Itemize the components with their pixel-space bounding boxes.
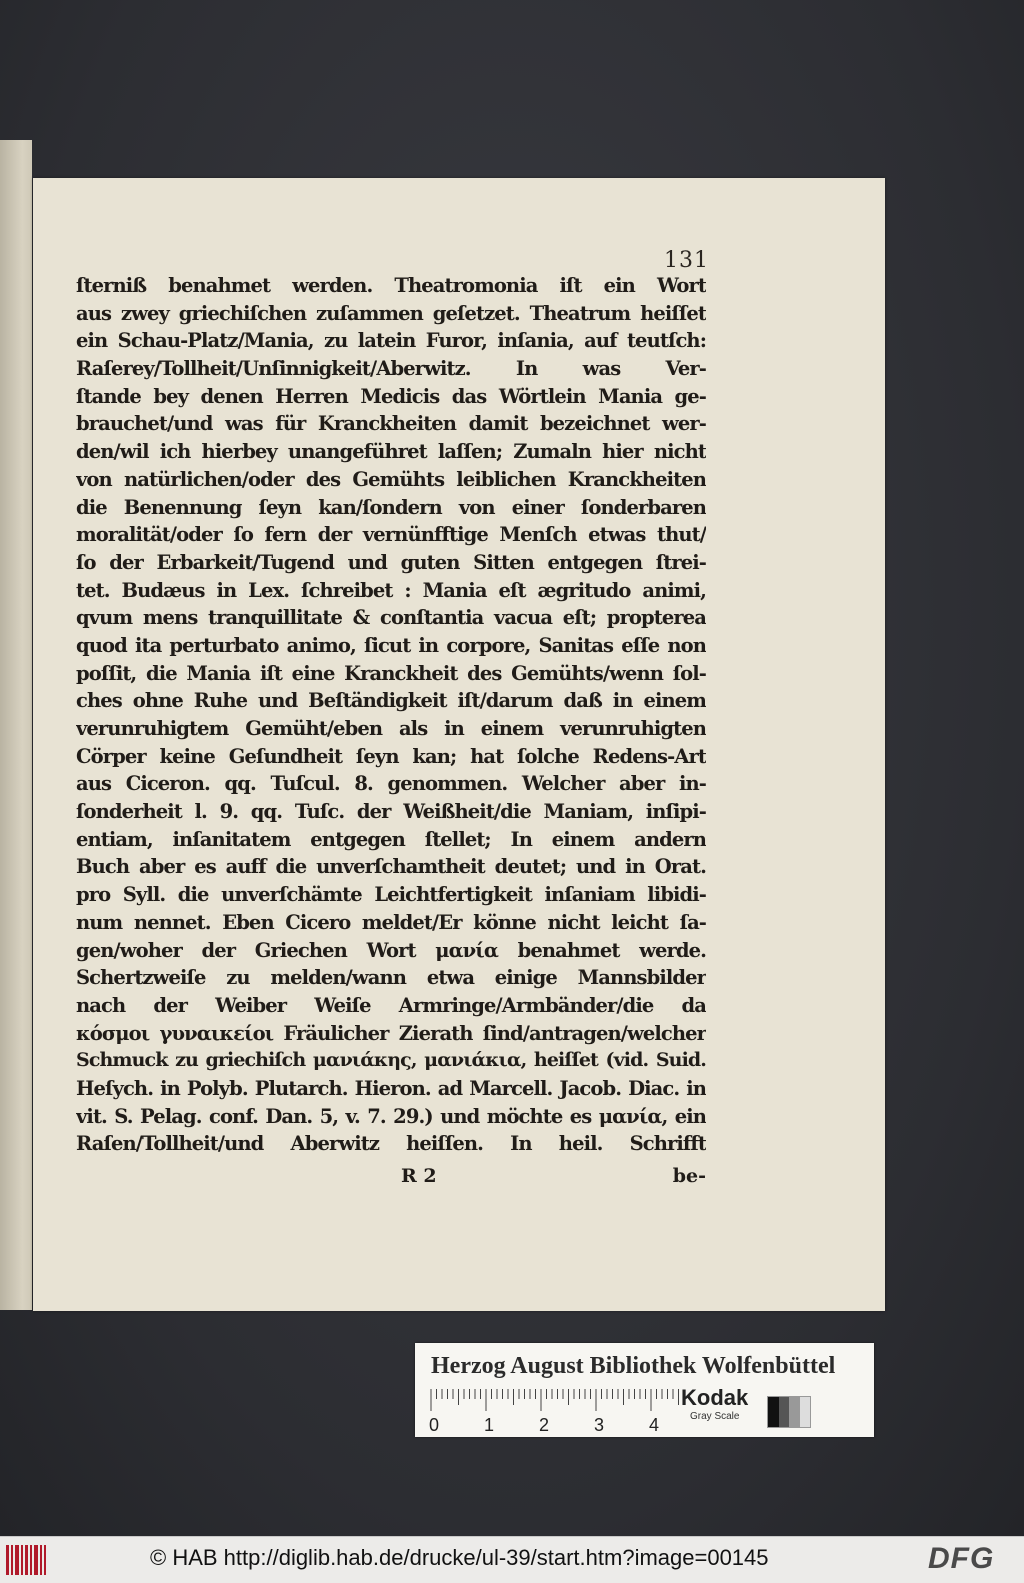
text-line: κόσμοι γυναικείοι Fräulicher Zierath ſind/antragen/welcher — [76, 1021, 706, 1045]
library-name: Herzog August Bibliothek Wolfenbüttel — [431, 1353, 836, 1379]
text-line: die Benennung ſeyn kan/ſondern von einer ſonderbaren — [76, 495, 706, 519]
text-line: Buch aber es auff die unverſchamtheit deutet; und in Orat. — [76, 855, 706, 879]
text-line: Schmuck zu griechiſch μανιάκης, μανιάκια, heiſſet (vid. Suid. — [76, 1049, 706, 1072]
text-line: verunruhigtem Gemüht/eben als in einem verunruhigten — [76, 717, 706, 740]
footer-bar — [0, 1536, 1024, 1583]
dfg-logo: DFG — [928, 1542, 995, 1575]
library-color-card — [415, 1343, 874, 1437]
text-line: moralität/oder ſo fern der vernünfftige Menſch etwas thut/ — [76, 523, 706, 547]
text-line: quod ita perturbato animo, ſicut in corpore, Sanitas eſſe non — [76, 633, 706, 657]
catchword: be- — [672, 1165, 706, 1187]
ruler-label: 4 — [649, 1415, 660, 1433]
text-line: nach der Weiber Weiſe Armringe/Armbänder/die da — [76, 993, 706, 1017]
signature-mark: R 2 — [401, 1165, 437, 1187]
ruler-label: 3 — [594, 1415, 605, 1433]
text-line: entiam, inſanitatem entgegen ſtellet; In einem andern — [76, 827, 706, 851]
text-line: ſtande bey denen Herren Medicis das Wörtlein Mania ge- — [76, 384, 706, 408]
barcode-icon — [6, 1545, 46, 1575]
text-line: Raſerey/Tollheit/Unſinnigkeit/Aberwitz. In was Ver- — [76, 357, 706, 381]
text-line: poſſit, die Mania iſt eine Kranckheit des Gemühts/wenn ſol- — [76, 661, 706, 685]
text-line: num nennet. Eben Cicero meldet/Er könne nicht leicht ſa- — [76, 910, 706, 934]
ruler-label: 2 — [539, 1415, 550, 1433]
page-footer-line — [76, 1165, 706, 1193]
text-line: aus zwey griechiſchen zuſammen geſetzet. Theatrum heiſſet — [76, 301, 706, 325]
text-line: qvum mens tranquillitate & conſtantia vacua eſt; propterea — [76, 606, 706, 630]
gray-scale-patches — [767, 1396, 811, 1428]
text-line: Cörper keine Geſundheit ſeyn kan; hat ſolche Redens-Art — [76, 744, 706, 768]
text-line: ches ohne Ruhe und Beſtändigkeit iſt/darum daß in einem — [76, 689, 706, 713]
text-line: vit. S. Pelag. conf. Dan. 5, v. 7. 29.) und möchte es μανία, ein — [76, 1104, 706, 1128]
text-line: ſterniß benahmet werden. Theatromonia iſt ein Wort — [76, 274, 706, 297]
text-line: aus Ciceron. qq. Tuſcul. 8. genommen. Welcher aber in- — [76, 772, 706, 796]
ruler-label: 0 — [429, 1415, 440, 1433]
text-line: ein Schau-Platz/Mania, zu latein Furor, inſania, auf teutſch: — [76, 329, 706, 353]
gray-scale-label: Gray Scale — [690, 1411, 740, 1422]
text-line: Raſen/Tollheit/und Aberwitz heiſſen. In heil. Schrifft — [76, 1132, 706, 1156]
text-line: Heſych. in Polyb. Plutarch. Hieron. ad Marcell. Jacob. Diac. in — [76, 1076, 706, 1100]
text-line: brauchet/und was für Kranckheiten damit bezeichnet wer- — [76, 412, 706, 436]
text-line: gen/woher der Griechen Wort μανία benahmet werde. — [76, 938, 706, 962]
text-line: ſonderheit l. 9. qq. Tuſc. der Weißheit/die Maniam, inſipi- — [76, 800, 706, 824]
text-line: ſo der Erbarkeit/Tugend und guten Sitten entgegen ſtrei- — [76, 550, 706, 574]
text-line: Schertzweiſe zu melden/wann etwa einige Mannsbilder — [76, 966, 706, 990]
previous-page-edge — [0, 140, 32, 1310]
ruler-scale-icon — [429, 1389, 679, 1433]
text-line: tet. Budæus in Lex. ſchreibet : Mania eſt ægritudo animi, — [76, 578, 706, 602]
copyright-link[interactable]: © HAB http://diglib.hab.de/drucke/ul-39/start.htm?image=00145 — [150, 1545, 769, 1570]
ruler-label: 1 — [484, 1415, 495, 1433]
text-line: den/wil ich hierbey unangeführet laſſen; Zumaln hier nicht — [76, 440, 706, 464]
text-line: von natürlichen/oder des Gemühts leiblichen Kranckheiten — [76, 467, 706, 491]
page-text-block — [76, 272, 706, 1158]
text-line: pro Syll. die unverſchämte Leichtfertigkeit inſaniam libidi- — [76, 883, 706, 907]
kodak-logo: Kodak — [681, 1385, 749, 1410]
page-number: 131 — [664, 248, 709, 273]
